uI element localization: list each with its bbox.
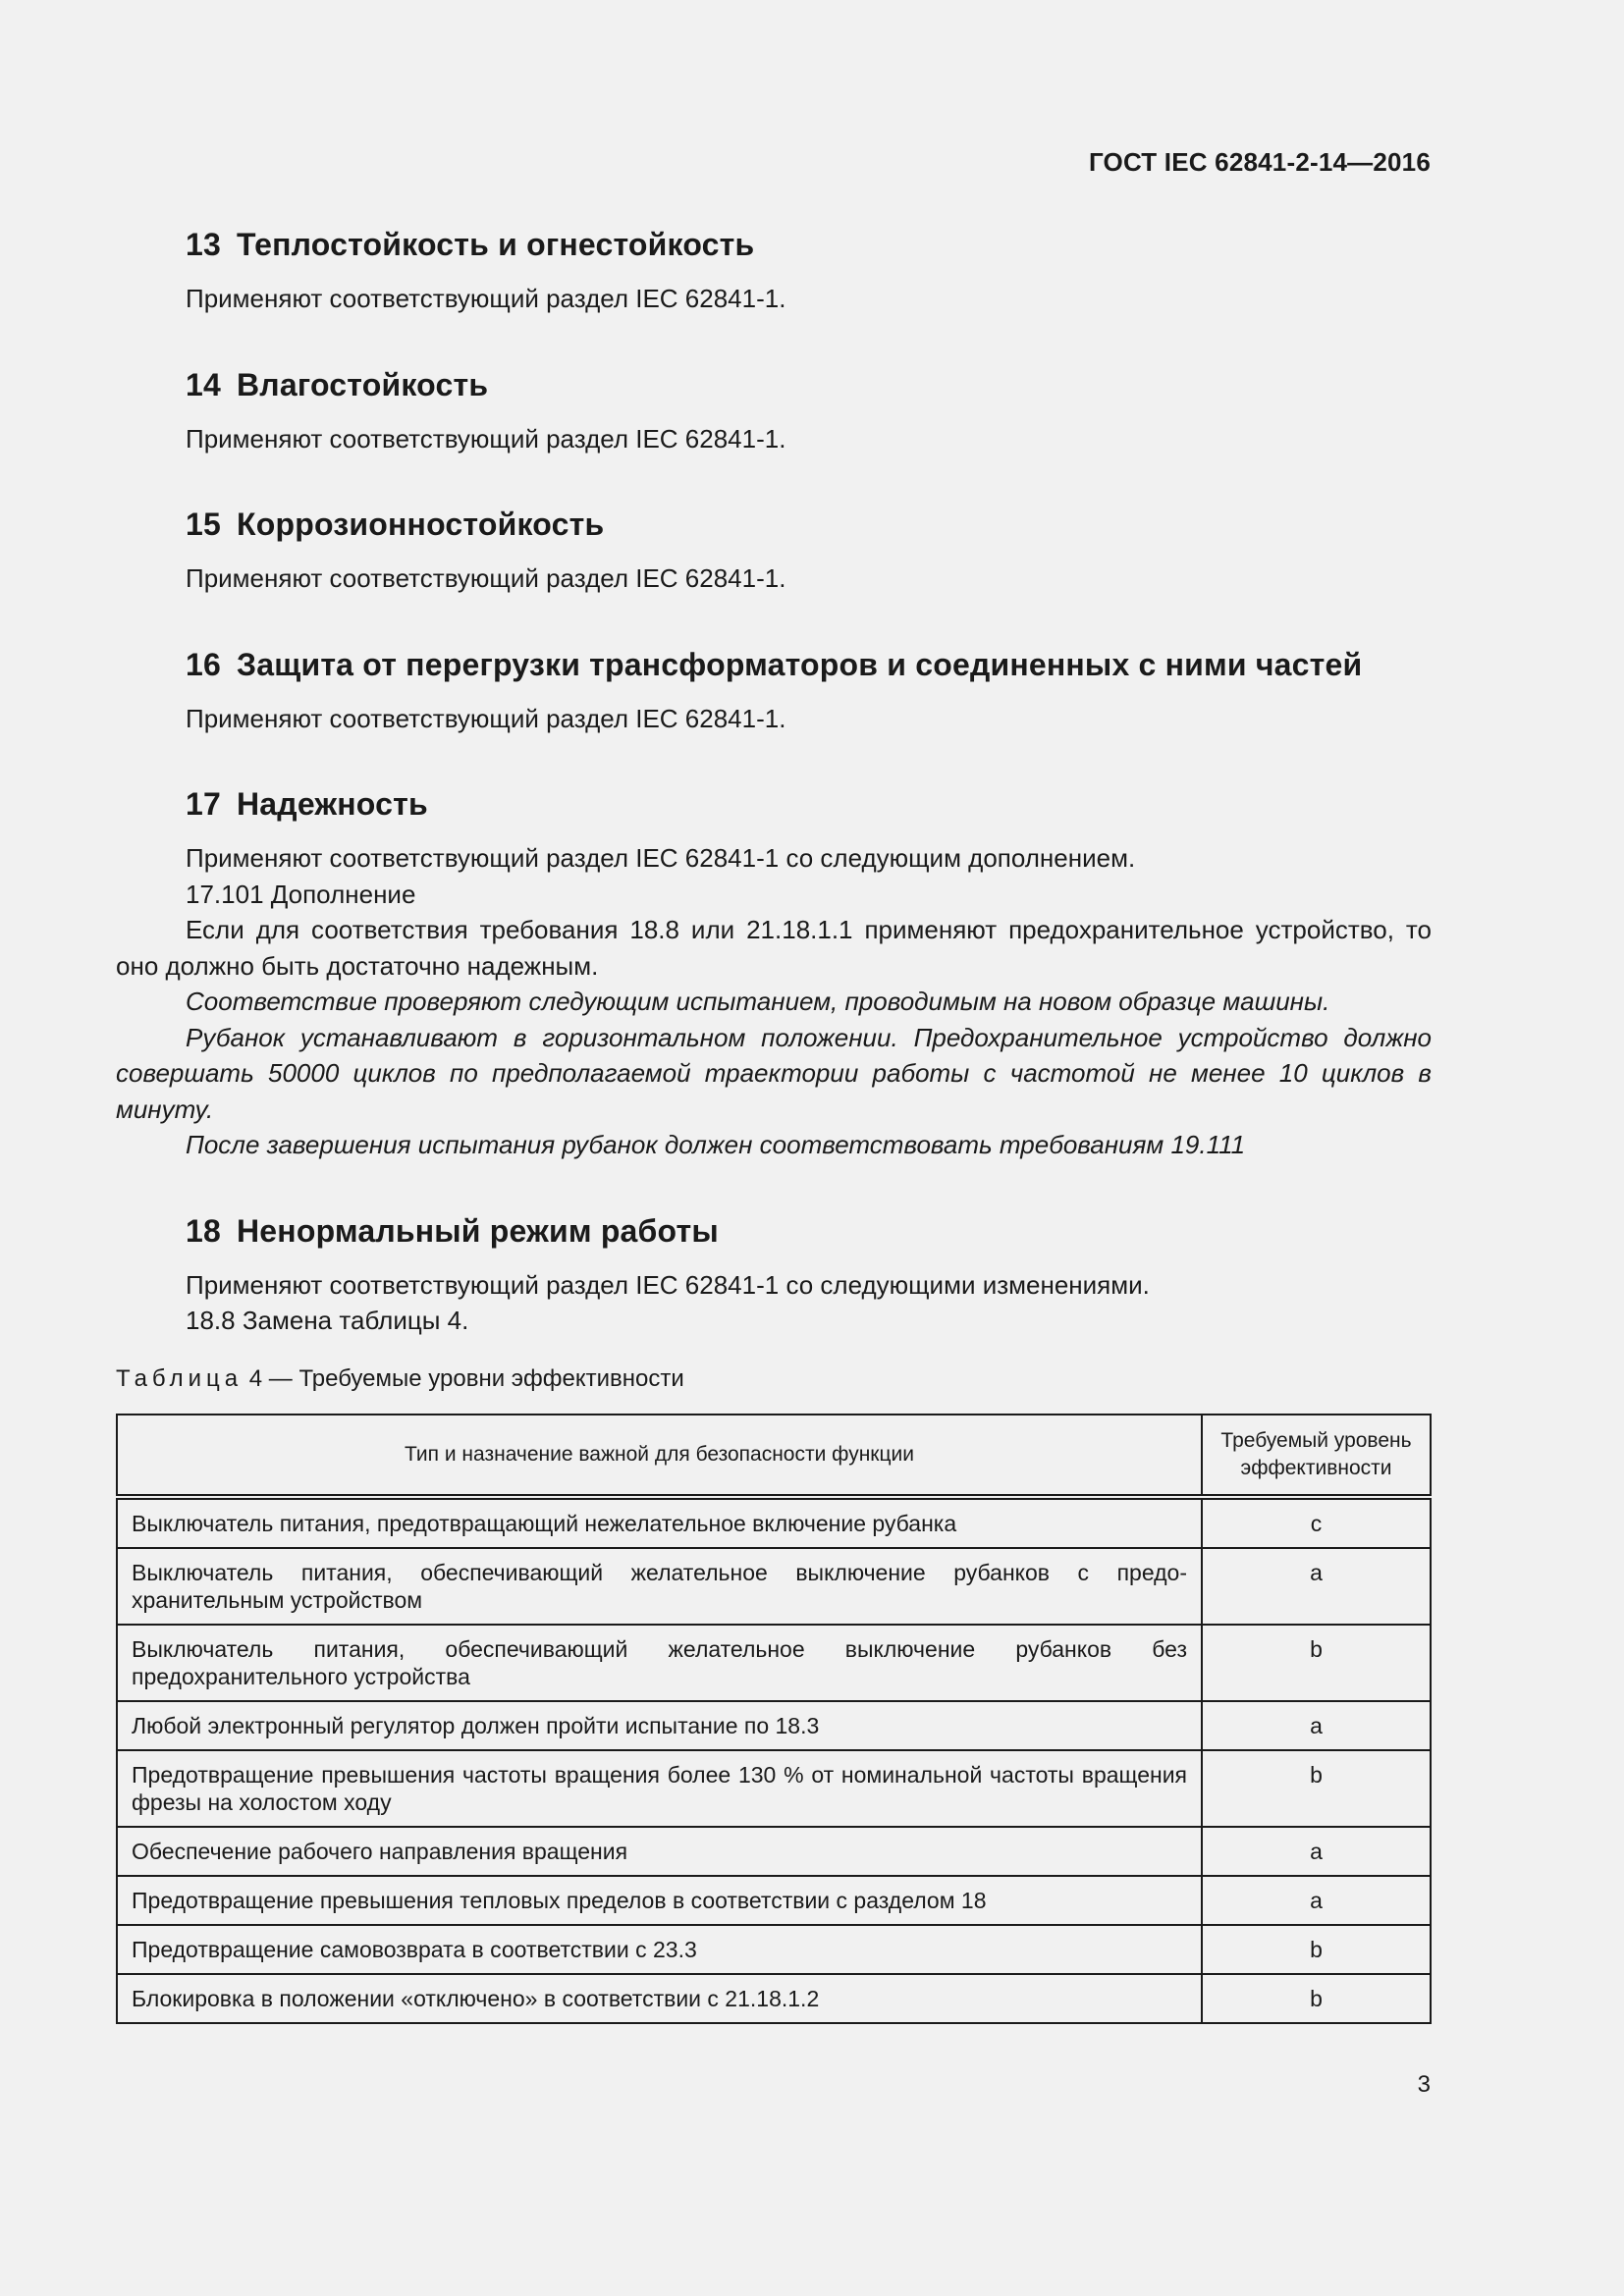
section-13-heading: [116, 222, 1432, 267]
level-cell: a: [1202, 1827, 1431, 1876]
function-cell: Блокировка в положении «отключено» в соответствии с 21.18.1.2: [117, 1974, 1202, 2023]
section-title: Коррозионностойкость: [237, 507, 605, 542]
section-title: Влагостойкость: [237, 366, 489, 402]
section-title: Надежность: [237, 786, 428, 822]
section-number: 13: [186, 227, 221, 262]
section-17-test-paragraph: Соответствие проверяют следующим испытанием, проводимым на новом образце машины.: [186, 987, 1330, 1016]
document-code: ГОСТ IEC 62841-2-14—2016: [1088, 147, 1431, 177]
function-cell: Предотвращение самовозврата в соответствии с 23.3: [117, 1925, 1202, 1974]
section-14-text: Применяют соответствующий раздел IEC 62841-1.: [186, 423, 786, 454]
page-content: [116, 222, 1432, 2024]
table-row: [117, 1548, 1431, 1625]
section-title: Теплостойкость и огнестойкость: [237, 227, 755, 262]
section-15-text: Применяют соответствующий раздел IEC 62841-1.: [186, 563, 786, 593]
function-cell: Любой электронный регулятор должен пройти испытание по 18.3: [117, 1701, 1202, 1750]
section-17-subclause: 17.101 Дополнение: [186, 879, 416, 909]
function-cell: Выключатель питания, обеспечивающий желательное выключение рубанков без предохранительного устройства: [117, 1625, 1202, 1701]
level-cell: a: [1202, 1876, 1431, 1925]
section-17-paragraph: Если для соответствия требования 18.8 или 21.18.1.1 применяют предохранительное устройство, то оно должно быть достаточно надежным.: [116, 915, 1432, 981]
page-number: 3: [1417, 2071, 1431, 2098]
level-cell: b: [1202, 1625, 1431, 1701]
section-number: 17: [186, 786, 221, 822]
column-header-level: Требуемый уровень эффективности: [1202, 1415, 1431, 1497]
section-17-paragraph: Применяют соответствующий раздел IEC 62841-1 со следующим дополнением.: [186, 843, 1136, 873]
table-row: [117, 1827, 1431, 1876]
section-16-heading: [116, 642, 1432, 687]
table-row: [117, 1750, 1431, 1827]
table-row: [117, 1876, 1431, 1925]
section-18-paragraph: Применяют соответствующий раздел IEC 62841-1 со следующими изменениями.: [186, 1269, 1150, 1300]
section-number: 18: [186, 1212, 221, 1249]
level-cell: a: [1202, 1548, 1431, 1625]
table-caption-word: Таблица: [116, 1364, 244, 1392]
function-cell: Предотвращение превышения тепловых пределов в соответствии с разделом 18: [117, 1876, 1202, 1925]
table-header-row: [117, 1415, 1431, 1497]
section-number: 15: [186, 507, 221, 542]
table-row: [117, 1497, 1431, 1548]
table-row: [117, 1925, 1431, 1974]
function-cell: Выключатель питания, обеспечивающий желательное выключение рубанков с предо-хранительным устройством: [117, 1548, 1202, 1625]
level-cell: b: [1202, 1974, 1431, 2023]
section-number: 16: [186, 646, 221, 682]
section-17-heading: [116, 781, 1432, 827]
section-title: Защита от перегрузки трансформаторов и соединенных с ними частей: [237, 646, 1363, 682]
section-15-heading: [116, 502, 1432, 547]
section-18-heading: [116, 1208, 1432, 1254]
section-14-heading: [116, 362, 1432, 407]
level-cell: a: [1202, 1701, 1431, 1750]
function-cell: Обеспечение рабочего направления вращения: [117, 1827, 1202, 1876]
table-row: [117, 1625, 1431, 1701]
function-cell: Предотвращение превышения частоты вращения более 130 % от номинальной частоты вращения фрезы на холостом ходу: [117, 1750, 1202, 1827]
function-cell: Выключатель питания, предотвращающий нежелательное включение рубанка: [117, 1497, 1202, 1548]
table-caption-title: 4 — Требуемые уровни эффективности: [248, 1364, 684, 1392]
section-17-test-paragraph: Рубанок устанавливают в горизонтальном положении. Предохранительное устройство должно совершать 50000 циклов по предполагаемой траектории работы с частотой не менее 10 циклов в минуту.: [116, 1022, 1432, 1124]
section-18-subclause: 18.8 Замена таблицы 4.: [186, 1306, 469, 1335]
level-cell: b: [1202, 1750, 1431, 1827]
section-title: Ненормальный режим работы: [237, 1212, 719, 1249]
level-cell: c: [1202, 1497, 1431, 1548]
section-13-text: Применяют соответствующий раздел IEC 62841-1.: [186, 284, 786, 313]
table-caption: [116, 1362, 1432, 1396]
performance-levels-table: [116, 1414, 1432, 2024]
table-row: [117, 1701, 1431, 1750]
section-number: 14: [186, 366, 221, 402]
section-17-test-paragraph: После завершения испытания рубанок должен соответствовать требованиям 19.111: [186, 1130, 1246, 1159]
section-16-text: Применяют соответствующий раздел IEC 62841-1.: [186, 703, 786, 733]
table-row: [117, 1974, 1431, 2023]
column-header-function: Тип и назначение важной для безопасности функции: [117, 1415, 1202, 1497]
level-cell: b: [1202, 1925, 1431, 1974]
